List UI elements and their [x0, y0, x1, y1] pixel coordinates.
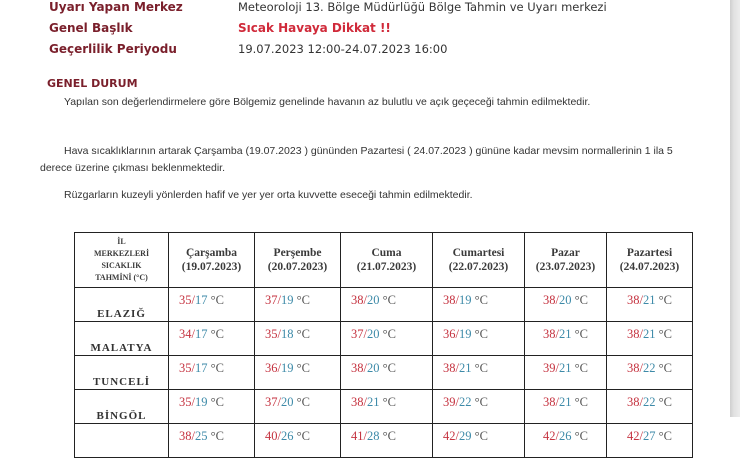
low-temp: 27	[643, 429, 656, 443]
page-edge-shadow	[730, 0, 740, 417]
header-city: İL MERKEZLERİ SICAKLIK TAHMİNİ (°C)	[75, 233, 169, 288]
meta-label-center: Uyarı Yapan Merkez	[49, 0, 183, 14]
paragraph-temperature: Hava sıcaklıklarının artarak Çarşamba (19.07.2023 ) gününden Pazartesi ( 24.07.2023 ) gününe kadar mevsim normallerinin 1 ila 5 derece üzerine çıkması beklenmektedir.	[40, 145, 673, 174]
temperature-cell: 36/19 °C	[255, 356, 341, 390]
table-row	[75, 322, 693, 356]
temperature-cell: 34/17 °C	[169, 322, 255, 356]
high-temp: 35	[179, 361, 192, 375]
meta-label-title: Genel Başlık	[49, 21, 133, 35]
high-temp: 36	[443, 327, 456, 341]
low-temp: 22	[458, 395, 472, 409]
unit-label: °C	[296, 361, 310, 375]
unit-label: °C	[382, 327, 396, 341]
meta-value-center: Meteoroloji 13. Bölge Müdürlüğü Bölge Tahmin ve Uyarı merkezi	[238, 0, 607, 14]
unit-label: °C	[574, 361, 588, 375]
high-temp: 42	[443, 429, 456, 443]
unit-label: °C	[296, 395, 310, 409]
high-temp: 38	[627, 395, 640, 409]
temperature-cell: 42/27 °C	[607, 424, 693, 458]
high-temp: 38	[543, 293, 556, 307]
temperature-cell: 35/18 °C	[255, 322, 341, 356]
table-row	[75, 424, 693, 458]
temperature-cell: 38/21 °C	[607, 322, 693, 356]
unit-label: °C	[574, 395, 588, 409]
unit-label: °C	[658, 395, 672, 409]
temperature-cell: 38/19 °C	[433, 288, 525, 322]
meta-label-validity: Geçerlilik Periyodu	[49, 42, 177, 56]
high-temp: 40	[265, 429, 278, 443]
header-day: Cumartesi (22.07.2023)	[433, 233, 525, 288]
temperature-cell: 38/21 °C	[607, 288, 693, 322]
low-temp: 17	[194, 327, 208, 341]
unit-label: °C	[210, 293, 224, 307]
unit-label: °C	[382, 429, 396, 443]
city-name: BİNGÖL	[75, 390, 169, 424]
header-day: Cuma (21.07.2023)	[341, 233, 433, 288]
low-temp: 25	[194, 429, 208, 443]
high-temp: 37	[265, 395, 278, 409]
low-temp: 19	[194, 395, 208, 409]
temperature-cell: 36/19 °C	[433, 322, 525, 356]
temperature-cell: 38/20 °C	[341, 288, 433, 322]
high-temp: 38	[351, 395, 364, 409]
unit-label: °C	[296, 429, 310, 443]
unit-label: °C	[296, 293, 310, 307]
high-temp: 37	[265, 293, 278, 307]
section-title-general: GENEL DURUM	[47, 77, 138, 90]
unit-label: °C	[658, 327, 672, 341]
high-temp: 38	[443, 361, 456, 375]
low-temp: 21	[559, 327, 572, 341]
low-temp: 20	[366, 361, 380, 375]
low-temp: 19	[458, 327, 472, 341]
unit-label: °C	[574, 327, 588, 341]
temperature-cell: 35/17 °C	[169, 288, 255, 322]
unit-label: °C	[210, 361, 224, 375]
low-temp: 21	[643, 327, 656, 341]
low-temp: 21	[366, 395, 380, 409]
temperature-cell: 42/29 °C	[433, 424, 525, 458]
high-temp: 38	[627, 361, 640, 375]
city-name: MALATYA	[75, 322, 169, 356]
low-temp: 20	[559, 293, 572, 307]
high-temp: 34	[179, 327, 192, 341]
high-temp: 38	[443, 293, 456, 307]
low-temp: 20	[366, 327, 380, 341]
unit-label: °C	[574, 293, 588, 307]
low-temp: 19	[458, 293, 472, 307]
meta-value-title: Sıcak Havaya Dikkat !!	[238, 21, 391, 35]
temperature-cell: 38/21 °C	[525, 390, 607, 424]
temperature-cell: 38/21 °C	[341, 390, 433, 424]
unit-label: °C	[658, 293, 672, 307]
paragraph-wind: Rüzgarların kuzeyli yönlerden hafif ve yer yer orta kuvvette eseceği tahmin edilmektedir.	[64, 189, 473, 201]
unit-label: °C	[382, 361, 396, 375]
unit-label: °C	[474, 361, 488, 375]
unit-label: °C	[210, 429, 224, 443]
temperature-cell: 38/21 °C	[525, 322, 607, 356]
header-day: Çarşamba (19.07.2023)	[169, 233, 255, 288]
unit-label: °C	[210, 395, 224, 409]
temperature-cell: 38/20 °C	[341, 356, 433, 390]
high-temp: 37	[351, 327, 364, 341]
high-temp: 38	[543, 327, 556, 341]
temperature-cell: 42/26 °C	[525, 424, 607, 458]
high-temp: 35	[179, 293, 192, 307]
high-temp: 39	[543, 361, 556, 375]
low-temp: 26	[559, 429, 572, 443]
low-temp: 19	[280, 293, 294, 307]
low-temp: 17	[194, 361, 208, 375]
temperature-cell: 35/17 °C	[169, 356, 255, 390]
unit-label: °C	[474, 293, 488, 307]
high-temp: 38	[351, 361, 364, 375]
temperature-cell: 38/20 °C	[525, 288, 607, 322]
table-row	[75, 288, 693, 322]
unit-label: °C	[658, 361, 672, 375]
low-temp: 18	[280, 327, 294, 341]
high-temp: 35	[265, 327, 278, 341]
header-day: Pazar (23.07.2023)	[525, 233, 607, 288]
unit-label: °C	[574, 429, 588, 443]
temperature-cell: 38/22 °C	[607, 356, 693, 390]
low-temp: 22	[643, 395, 656, 409]
low-temp: 17	[194, 293, 208, 307]
high-temp: 42	[627, 429, 640, 443]
unit-label: °C	[296, 327, 310, 341]
high-temp: 38	[627, 327, 640, 341]
temperature-cell: 37/20 °C	[255, 390, 341, 424]
low-temp: 26	[280, 429, 294, 443]
temperature-cell: 37/19 °C	[255, 288, 341, 322]
low-temp: 22	[643, 361, 656, 375]
low-temp: 20	[366, 293, 380, 307]
high-temp: 38	[179, 429, 192, 443]
low-temp: 21	[559, 361, 572, 375]
low-temp: 28	[366, 429, 380, 443]
temperature-cell: 37/20 °C	[341, 322, 433, 356]
temperature-cell: 39/21 °C	[525, 356, 607, 390]
temperature-cell: 41/28 °C	[341, 424, 433, 458]
unit-label: °C	[474, 429, 488, 443]
unit-label: °C	[658, 429, 672, 443]
high-temp: 35	[179, 395, 192, 409]
unit-label: °C	[382, 395, 396, 409]
temperature-cell: 38/25 °C	[169, 424, 255, 458]
city-name	[75, 424, 169, 458]
low-temp: 21	[458, 361, 472, 375]
header-day: Pazartesi (24.07.2023)	[607, 233, 693, 288]
low-temp: 29	[458, 429, 472, 443]
unit-label: °C	[474, 395, 488, 409]
unit-label: °C	[382, 293, 396, 307]
high-temp: 38	[627, 293, 640, 307]
low-temp: 21	[643, 293, 656, 307]
table-header-row	[75, 233, 693, 288]
table-row	[75, 390, 693, 424]
paragraph-cloud: Yapılan son değerlendirmelere göre Bölgemiz genelinde havanın az bulutlu ve açık geçeceği tahmin edilmektedir.	[64, 96, 591, 108]
low-temp: 20	[280, 395, 294, 409]
temperature-cell: 38/21 °C	[433, 356, 525, 390]
table-row	[75, 356, 693, 390]
high-temp: 39	[443, 395, 456, 409]
temperature-cell: 39/22 °C	[433, 390, 525, 424]
high-temp: 41	[351, 429, 364, 443]
city-name: TUNCELİ	[75, 356, 169, 390]
high-temp: 38	[351, 293, 364, 307]
high-temp: 42	[543, 429, 556, 443]
temperature-cell: 35/19 °C	[169, 390, 255, 424]
unit-label: °C	[210, 327, 224, 341]
high-temp: 38	[543, 395, 556, 409]
high-temp: 36	[265, 361, 278, 375]
forecast-table	[74, 232, 693, 458]
unit-label: °C	[474, 327, 488, 341]
meta-value-validity: 19.07.2023 12:00-24.07.2023 16:00	[238, 42, 448, 56]
city-name: ELAZIĞ	[75, 288, 169, 322]
temperature-cell: 40/26 °C	[255, 424, 341, 458]
header-day: Perşembe (20.07.2023)	[255, 233, 341, 288]
low-temp: 19	[280, 361, 294, 375]
temperature-cell: 38/22 °C	[607, 390, 693, 424]
low-temp: 21	[559, 395, 572, 409]
